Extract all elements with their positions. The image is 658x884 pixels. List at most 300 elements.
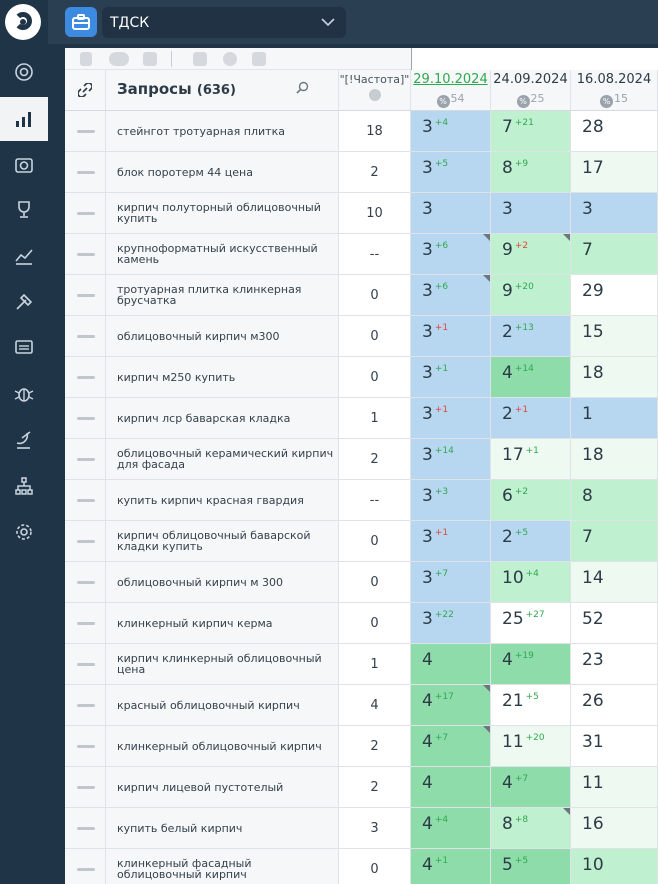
query-cell[interactable] [106,439,339,479]
date-label: 29.10.2024 [413,72,488,87]
position-value [502,773,528,793]
percent-icon: % [517,95,530,108]
frequency-cell: 1 [339,398,411,438]
table-row[interactable] [65,767,658,808]
position-cell[interactable] [411,193,491,233]
link-column-header[interactable] [65,70,106,111]
position-value [422,199,433,219]
table-row[interactable] [65,644,658,685]
position-cell[interactable] [411,767,491,807]
position-cell[interactable] [571,234,658,274]
position-value [422,322,448,342]
dash-icon [77,499,95,502]
position-value [582,732,604,752]
frequency-cell: -- [339,234,411,274]
position-value [422,609,454,629]
position-value [422,158,448,178]
position-number: 6 [502,486,513,506]
table-row[interactable] [65,603,658,644]
table-row[interactable] [65,726,658,767]
position-value [502,527,528,547]
position-number: 2 [502,527,513,547]
position-change: +13 [514,323,534,333]
position-number: 4 [502,650,513,670]
position-change: +9 [514,159,529,169]
monitor-icon [13,337,35,359]
position-value [582,117,604,137]
position-number: 17 [582,158,604,178]
frequency-cell: 10 [339,193,411,233]
query-cell[interactable] [106,685,339,725]
row-handle[interactable] [65,726,106,766]
position-change: +5 [434,159,449,169]
text-size-icon[interactable] [252,52,266,66]
position-value [582,404,593,424]
frequency-cell: 0 [339,521,411,561]
note-marker [483,234,490,241]
position-number: 10 [582,855,604,875]
frequency-cell: 18 [339,111,411,151]
sidebar-item-gear[interactable] [0,510,48,554]
position-number: 3 [502,199,513,219]
query-text: кирпич лср баварская кладка [117,411,291,425]
sidebar [0,0,48,884]
position-cell[interactable] [571,603,658,643]
sidebar-item-trophy[interactable] [0,188,48,232]
position-cell[interactable] [411,562,491,602]
position-value [422,650,433,670]
table-row[interactable] [65,685,658,726]
position-cell[interactable] [571,439,658,479]
position-number: 2 [502,404,513,424]
table-row[interactable] [65,439,658,480]
query-text: облицовочный керамический кирпич для фасада [117,447,334,471]
position-number: 8 [582,486,593,506]
position-value [582,527,593,547]
position-cell[interactable] [491,111,571,151]
dash-icon [77,417,95,420]
dash-icon [77,786,95,789]
row-handle[interactable] [65,603,106,643]
sidebar-item-trend-line[interactable] [0,234,48,278]
position-number: 15 [582,322,604,342]
position-cell[interactable] [571,849,658,884]
position-cell[interactable] [491,316,571,356]
query-cell[interactable] [106,111,339,151]
row-handle[interactable] [65,480,106,520]
position-value [582,240,593,260]
dash-icon [77,868,95,871]
bar-chart-icon [13,108,35,130]
position-change: +14 [434,446,454,456]
position-cell[interactable] [491,644,571,684]
chevron-down-icon [320,15,336,29]
position-change: +1 [514,405,529,415]
position-cell[interactable] [491,275,571,315]
query-text: кирпич полуторный облицовочный купить [117,201,321,225]
table-row[interactable] [65,808,658,849]
position-cell[interactable] [571,562,658,602]
query-cell[interactable] [106,562,339,602]
position-change: +17 [434,692,454,702]
satellite-icon [13,429,35,451]
position-change: +14 [514,364,534,374]
table-row[interactable] [65,357,658,398]
position-change: +5 [525,692,539,702]
position-cell[interactable] [411,439,491,479]
position-number: 7 [582,527,593,547]
position-number: 52 [582,609,604,629]
position-change: +5 [514,856,529,866]
position-cell[interactable] [491,152,571,192]
position-cell[interactable] [411,275,491,315]
position-value [582,281,604,301]
position-cell[interactable] [571,357,658,397]
date-count: 15 [614,92,628,105]
position-value [502,855,528,875]
position-cell[interactable] [571,152,658,192]
frequency-cell: 2 [339,767,411,807]
query-cell[interactable] [106,234,339,274]
position-number: 3 [422,281,433,301]
table-row[interactable] [65,275,658,316]
position-value [502,609,545,629]
query-cell[interactable] [106,726,339,766]
trophy-icon [13,199,35,221]
position-cell[interactable] [571,521,658,561]
row-handle[interactable] [65,849,106,884]
position-number: 3 [422,117,433,137]
position-cell[interactable] [491,439,571,479]
dash-icon [77,827,95,830]
dash-icon [77,458,95,461]
dash-icon [77,376,95,379]
toggle-icon[interactable] [109,52,129,66]
position-value [422,691,454,711]
position-value [502,199,513,219]
position-number: 28 [582,117,604,137]
position-cell[interactable] [491,480,571,520]
row-handle[interactable] [65,357,106,397]
position-cell[interactable] [571,111,658,151]
dash-icon [77,171,95,174]
position-number: 3 [422,568,433,588]
query-cell[interactable] [106,357,339,397]
position-number: 5 [502,855,513,875]
position-cell[interactable] [571,644,658,684]
sidebar-item-bug[interactable] [0,372,48,416]
position-number: 21 [502,691,524,711]
position-change: +2 [514,241,529,251]
query-text: кирпич м250 купить [117,370,236,384]
position-cell[interactable] [411,603,491,643]
position-value [422,404,448,424]
table-row[interactable] [65,234,658,275]
frequency-cell: 2 [339,439,411,479]
link-icon[interactable] [143,52,157,66]
row-handle[interactable] [65,111,106,151]
position-value [422,773,433,793]
position-cell[interactable] [411,357,491,397]
position-cell[interactable] [491,685,571,725]
position-cell[interactable] [491,234,571,274]
position-change: +20 [525,733,545,743]
dash-icon [77,663,95,666]
position-cell[interactable] [571,726,658,766]
position-change: +1 [525,446,539,456]
position-number: 9 [502,281,513,301]
position-number: 3 [422,199,433,219]
position-cell[interactable] [571,193,658,233]
query-cell[interactable] [106,193,339,233]
position-cell[interactable] [411,644,491,684]
position-value [422,855,448,875]
position-number: 3 [422,404,433,424]
position-change: +19 [514,651,534,661]
position-cell[interactable] [571,398,658,438]
position-change: +7 [434,733,449,743]
positions-panel [65,48,658,884]
table-row[interactable] [65,193,658,234]
percent-icon: % [437,95,450,108]
row-handle[interactable] [65,193,106,233]
table-row[interactable] [65,480,658,521]
position-change: +27 [525,610,545,620]
query-text: облицовочный кирпич м300 [117,329,280,343]
table-row[interactable] [65,521,658,562]
position-number: 31 [582,732,604,752]
dash-icon [77,540,95,543]
position-cell[interactable] [411,685,491,725]
briefcase-icon [72,14,90,30]
row-handle[interactable] [65,439,106,479]
position-value [502,158,528,178]
position-cell[interactable] [571,316,658,356]
project-select[interactable] [102,7,346,38]
query-text: купить белый кирпич [117,821,243,835]
position-value [582,158,604,178]
row-handle[interactable] [65,644,106,684]
search-icon[interactable] [296,81,309,94]
row-handle[interactable] [65,562,106,602]
row-handle[interactable] [65,234,106,274]
contrast-icon[interactable] [223,52,237,66]
query-cell[interactable] [106,644,339,684]
position-change: +21 [514,118,534,128]
position-cell[interactable] [411,234,491,274]
table-row[interactable] [65,111,658,152]
position-change: +4 [525,569,539,579]
projects-button[interactable] [65,7,97,37]
dash-icon [77,212,95,215]
frequency-cell: 2 [339,152,411,192]
position-cell[interactable] [491,849,571,884]
sitemap-icon [13,475,35,497]
position-cell[interactable] [411,849,491,884]
table-row[interactable] [65,849,658,884]
position-cell[interactable] [571,767,658,807]
position-cell[interactable] [411,521,491,561]
query-text: блок поротерм 44 цена [117,165,253,179]
position-cell[interactable] [571,480,658,520]
sidebar-item-bar-chart[interactable] [0,97,48,141]
row-handle[interactable] [65,316,106,356]
position-number: 4 [502,773,513,793]
position-number: 14 [582,568,604,588]
query-cell[interactable] [106,849,339,884]
position-cell[interactable] [491,398,571,438]
position-value [502,281,534,301]
row-handle[interactable] [65,808,106,848]
position-value [582,650,604,670]
position-cell[interactable] [411,316,491,356]
position-change: +4 [434,118,449,128]
sidebar-item-camera[interactable] [0,143,48,187]
position-value [422,732,448,752]
position-number: 16 [582,814,604,834]
target-icon [13,61,35,83]
position-cell[interactable] [491,603,571,643]
query-cell[interactable] [106,808,339,848]
position-number: 3 [422,158,433,178]
position-cell[interactable] [411,152,491,192]
date-column-header[interactable] [411,70,491,111]
bug-icon [13,383,35,405]
date-label: 16.08.2024 [576,72,652,87]
position-change: +6 [434,282,449,292]
position-value [582,691,604,711]
sort-icon[interactable] [80,52,92,66]
frequency-cell: 4 [339,685,411,725]
position-cell[interactable] [571,685,658,725]
query-cell[interactable] [106,275,339,315]
query-cell[interactable] [106,603,339,643]
frequency-cell: 0 [339,357,411,397]
position-number: 3 [422,527,433,547]
position-cell[interactable] [411,808,491,848]
row-handle[interactable] [65,767,106,807]
position-cell[interactable] [491,357,571,397]
position-cell[interactable] [491,808,571,848]
position-value [502,568,539,588]
query-cell[interactable] [106,480,339,520]
position-value [422,486,448,506]
position-cell[interactable] [411,398,491,438]
note-marker [483,685,490,692]
sidebar-item-monitor[interactable] [0,326,48,370]
position-number: 11 [502,732,524,752]
project-name: ТДСК [110,14,150,31]
position-number: 17 [502,445,524,465]
query-cell[interactable] [106,152,339,192]
position-value [502,117,534,137]
row-handle[interactable] [65,275,106,315]
query-text: красный облицовочный кирпич [117,698,300,712]
query-cell[interactable] [106,316,339,356]
frequency-header[interactable] [339,70,411,111]
sidebar-item-satellite[interactable] [0,418,48,462]
row-handle[interactable] [65,521,106,561]
position-number: 2 [502,322,513,342]
app-logo[interactable] [5,4,41,40]
position-value [422,117,448,137]
position-value [422,281,448,301]
position-change: +1 [434,323,449,333]
query-text: клинкерный кирпич керма [117,616,273,630]
position-cell[interactable] [411,726,491,766]
position-number: 7 [502,117,513,137]
position-cell[interactable] [491,521,571,561]
row-handle[interactable] [65,152,106,192]
position-value [502,240,528,260]
position-cell[interactable] [491,767,571,807]
position-change: +7 [434,569,449,579]
position-value [582,363,604,383]
position-value [422,445,454,465]
sidebar-item-target[interactable] [0,50,48,94]
frequency-cell: 0 [339,316,411,356]
position-cell[interactable] [571,808,658,848]
position-value [582,445,604,465]
position-cell[interactable] [571,275,658,315]
position-cell[interactable] [491,726,571,766]
position-cell[interactable] [491,562,571,602]
position-change: +1 [434,405,449,415]
sidebar-item-sitemap[interactable] [0,464,48,508]
position-value [502,363,534,383]
queries-header [106,70,339,111]
date-column-header[interactable] [491,70,571,111]
row-handle[interactable] [65,685,106,725]
row-handle[interactable] [65,398,106,438]
position-number: 4 [422,650,433,670]
position-number: 23 [582,650,604,670]
date-count: 25 [530,92,545,105]
query-cell[interactable] [106,521,339,561]
position-number: 18 [582,363,604,383]
position-cell[interactable] [491,193,571,233]
date-column-header[interactable] [571,70,658,111]
position-value [502,691,539,711]
position-change: +1 [434,528,449,538]
export-icon[interactable] [193,52,207,66]
query-cell[interactable] [106,398,339,438]
position-number: 18 [582,445,604,465]
position-value [582,322,604,342]
position-number: 8 [502,814,513,834]
position-number: 29 [582,281,604,301]
trend-line-icon [13,245,35,267]
dash-icon [77,704,95,707]
position-value [582,773,604,793]
position-value [502,486,528,506]
table-row[interactable] [65,316,658,357]
query-cell[interactable] [106,767,339,807]
position-number: 3 [422,240,433,260]
position-change: +2 [514,487,529,497]
position-value [582,855,604,875]
frequency-cell: -- [339,480,411,520]
position-cell[interactable] [411,480,491,520]
frequency-cell: 0 [339,562,411,602]
position-cell[interactable] [411,111,491,151]
date-label: 24.09.2024 [493,72,568,87]
position-value [502,650,534,670]
table-row[interactable] [65,562,658,603]
table-row[interactable] [65,152,658,193]
table-row[interactable] [65,398,658,439]
sidebar-item-hammer[interactable] [0,280,48,324]
